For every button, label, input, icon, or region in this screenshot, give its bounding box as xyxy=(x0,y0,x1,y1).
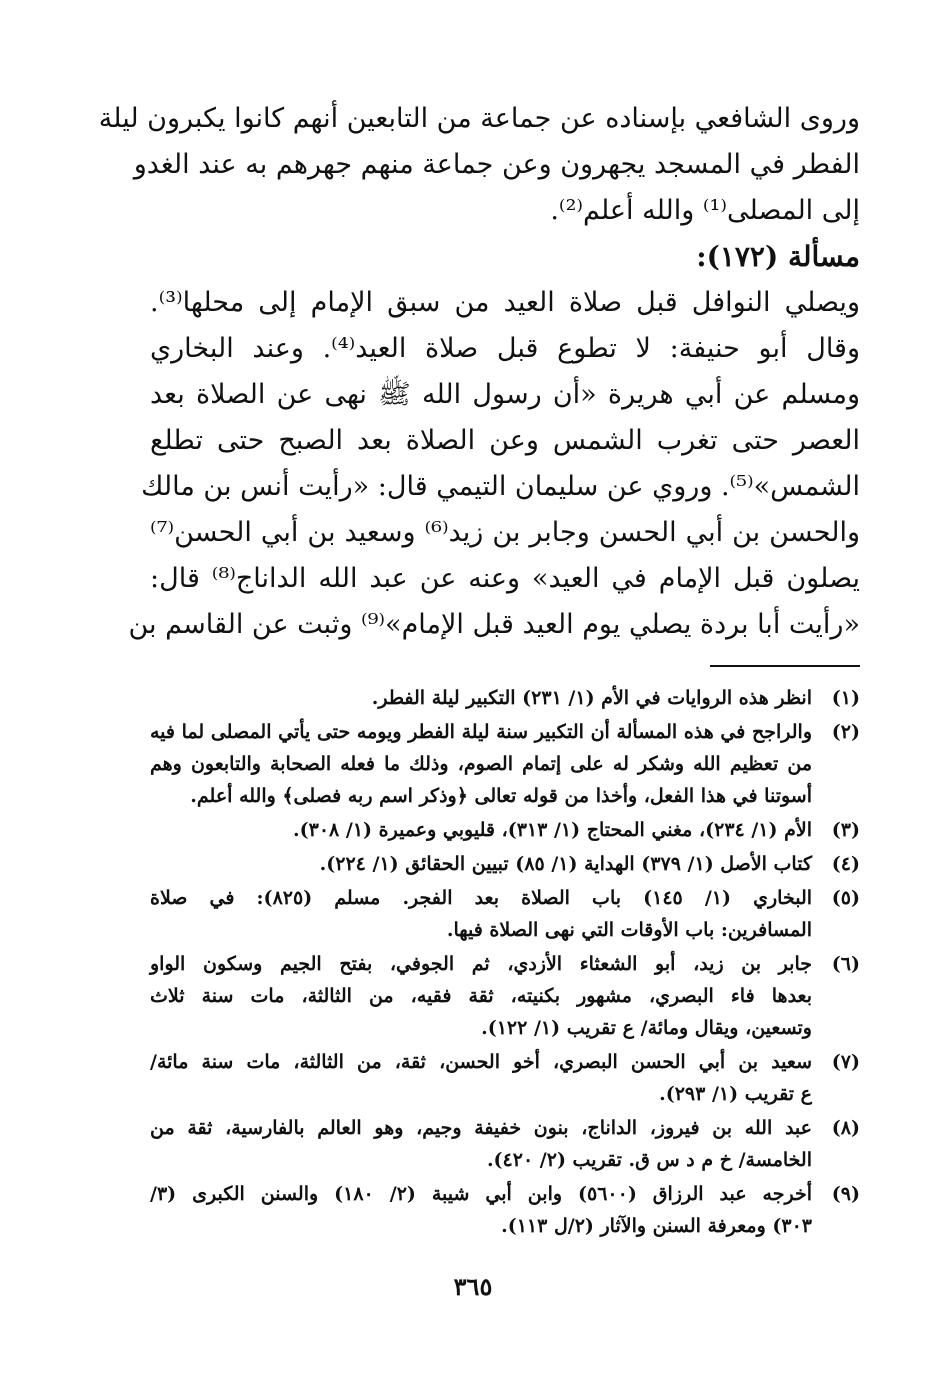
footnote-line: أسوتنا في هذا الفعل، وأخذا من قوله تعالى ﴿وذكر اسم ربه فصلى﴾ والله أعلم. xyxy=(190,785,812,807)
footnote xyxy=(150,882,860,946)
footnote xyxy=(150,948,860,1044)
text-line: وقال أبو حنيفة: لا تطوع قبل صلاة العيد⁽⁴⁾. وعند البخاري xyxy=(150,333,860,364)
section-heading: مسألة (١٧٢): xyxy=(696,240,860,273)
footnote-text xyxy=(150,814,812,846)
footnote-number: (٦) xyxy=(831,953,860,975)
footnote-text xyxy=(150,682,812,714)
footnote-line: والراجح في هذه المسألة أن التكبير سنة ليلة الفطر ويومه حتى يأتي المصلى لما فيه xyxy=(150,721,812,743)
footnote-number: (٩) xyxy=(831,1183,860,1205)
footnote xyxy=(150,814,860,846)
footnote-line: سعيد بن أبي الحسن البصري، أخو الحسن، ثقة، من الثالثة، مات سنة مائة/ xyxy=(150,1051,812,1073)
footnote-text xyxy=(150,848,812,880)
text-line: الشمس»⁽⁵⁾. وروي عن سليمان التيمي قال: «رأيت أنس بن مالك xyxy=(141,471,860,502)
footnote-line: بعدها فاء البصري، مشهور بكنيته، ثقة فقيه، من الثالثة، مات سنة ثلاث xyxy=(150,985,812,1007)
footnote-text xyxy=(150,882,812,946)
footnote-line: ع تقريب (١/ ٢٩٣). xyxy=(659,1083,812,1105)
footnote-line: عبد الله بن فيروز، الداناج، بنون خفيفة وجيم، وهو العالم بالفارسية، ثقة من xyxy=(150,1117,812,1139)
footnote-number: (٥) xyxy=(831,887,860,909)
footnote-text xyxy=(150,948,812,1044)
footnote-line: المسافرين: باب الأوقات التي نهى الصلاة فيها. xyxy=(446,919,812,941)
footnote-number: (١) xyxy=(831,687,860,709)
footnote xyxy=(150,716,860,812)
footnote xyxy=(150,1178,860,1242)
footnote-number: (٢) xyxy=(831,721,860,743)
text-line: إلى المصلى⁽¹⁾ والله أعلم⁽²⁾. xyxy=(550,195,860,226)
text-line: «رأيت أبا بردة يصلي يوم العيد قبل الإمام»⁽⁹⁾ وثبت عن القاسم بن xyxy=(128,609,860,640)
footnote xyxy=(150,1112,860,1176)
footnote-line: الخامسة/ خ م د س ق. تقريب (٢/ ٤٢٠). xyxy=(486,1149,812,1171)
footnote-line: من تعظيم الله وشكر له على إتمام الصوم، وذلك ما فعله الصحابة والتابعون وهم xyxy=(150,753,812,775)
footnote xyxy=(150,848,860,880)
footnote-line: ٣٠٣) ومعرفة السنن والآثار (٢/ل ١١٣). xyxy=(501,1215,812,1237)
text-line: والحسن بن أبي الحسن وجابر بن زيد⁽⁶⁾ وسعيد بن أبي الحسن⁽⁷⁾ xyxy=(150,517,860,548)
text-line: الفطر في المسجد يجهرون وعن جماعة منهم جهرهم به عند الغدو xyxy=(133,149,860,180)
text-line: يصلون قبل الإمام في العيد» وعنه عن عبد الله الداناج⁽⁸⁾ قال: xyxy=(150,563,860,594)
footnote-number: (٧) xyxy=(831,1051,860,1073)
text-line: وروى الشافعي بإسناده عن جماعة من التابعين أنهم كانوا يكبرون ليلة xyxy=(98,103,860,134)
text-line: ويصلي النوافل قبل صلاة العيد من سبق الإمام إلى محلها⁽³⁾. xyxy=(150,287,860,318)
footnote-line: البخاري (١/ ١٤٥) باب الصلاة بعد الفجر. مسلم (٨٢٥): في صلاة xyxy=(150,887,813,909)
footnote-line: أخرجه عبد الرزاق (٥٦٠٠) وابن أبي شيبة (٢/ ١٨٠) والسنن الكبرى (٣/ xyxy=(150,1183,812,1205)
footnote xyxy=(150,682,860,714)
page-number: ٣٦٥ xyxy=(453,1272,493,1301)
footnote-line: كتاب الأصل (١/ ٣٧٩) الهداية (١/ ٨٥) تبيين الحقائق (١/ ٢٢٤). xyxy=(319,853,812,875)
footnote-text xyxy=(150,1178,812,1242)
footnote xyxy=(150,1046,860,1110)
footnote-text xyxy=(150,1046,812,1110)
footnote-text xyxy=(150,1112,812,1176)
footnote-text xyxy=(150,716,812,812)
footnote-number: (٨) xyxy=(831,1117,860,1139)
footnote-line: الأم (١/ ٢٣٤)، مغني المحتاج (١/ ٣١٣)، قليوبي وعميرة (١/ ٣٠٨). xyxy=(293,819,812,841)
text-line: ومسلم عن أبي هريرة «أن رسول الله ﷺ نهى عن الصلاة بعد xyxy=(150,379,860,410)
text-line: العصر حتى تغرب الشمس وعن الصلاة بعد الصبح حتى تطلع xyxy=(150,425,860,456)
footnote-number: (٤) xyxy=(831,853,860,875)
footnote-line: انظر هذه الروايات في الأم (١/ ٢٣١) التكبير ليلة الفطر. xyxy=(371,687,812,709)
footnote-number: (٣) xyxy=(831,819,860,841)
footnote-line: وتسعين، ويقال ومائة/ ع تقريب (١/ ١٢٢). xyxy=(481,1017,812,1039)
footnote-separator xyxy=(710,665,860,667)
footnotes xyxy=(150,682,860,1244)
footnote-line: جابر بن زيد، أبو الشعثاء الأزدي، ثم الجوفي، بفتح الجيم وسكون الواو xyxy=(150,953,812,975)
main-text xyxy=(98,96,860,648)
